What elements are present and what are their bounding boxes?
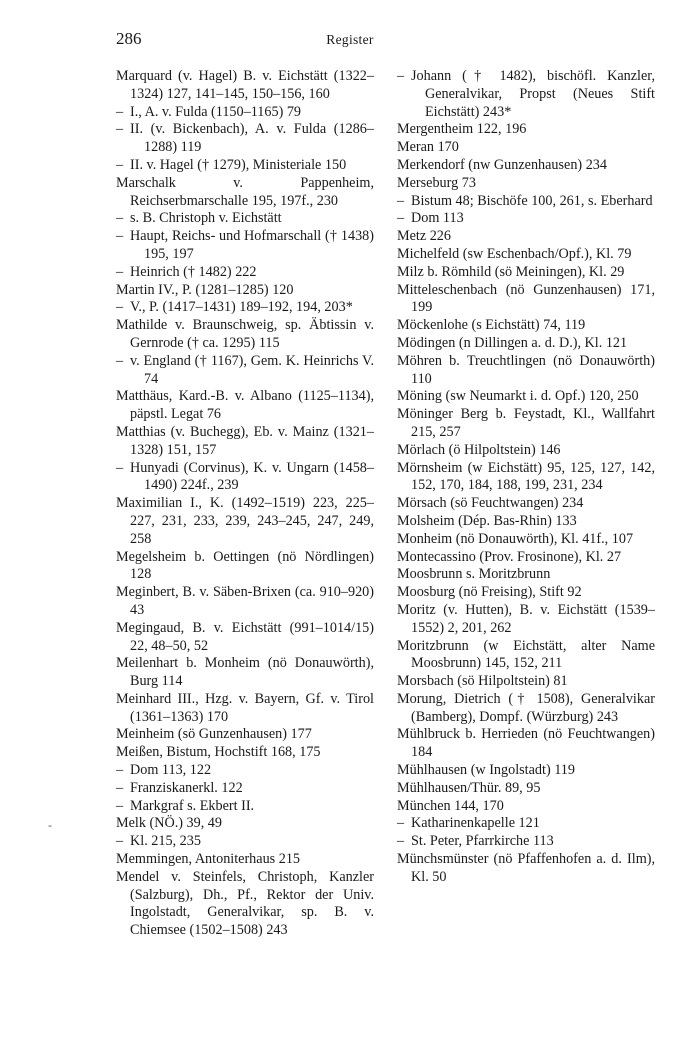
index-entry: Monheim (nö Donauwörth), Kl. 41f., 107 [397, 530, 634, 547]
index-entry: Marquard (v. Hagel) B. v. Eichstätt (1322–1324) 127, 141–145, 150–156, 160 [116, 68, 374, 102]
index-entry: Metz 226 [397, 228, 451, 245]
subentry-text: Markgraf s. Ekbert II. [130, 797, 255, 814]
index-entry: Megelsheim b. Oettingen (nö Nördlingen) 128 [116, 548, 374, 583]
subentry-dash: – [397, 68, 405, 84]
subentry-text: II. v. Hagel († 1279), Ministeriale 150 [130, 156, 347, 173]
index-entry: Möhren b. Treuchtlingen (nö Donauwörth) 110 [397, 352, 655, 387]
index-entry: Meinhard III., Hzg. v. Bayern, Gf. v. Tirol (1361–1363) 170 [116, 690, 374, 725]
index-entry: Mühlhausen (w Ingolstadt) 119 [397, 762, 575, 779]
index-subentry [116, 157, 374, 175]
subentry-text: I., A. v. Fulda (1150–1165) 79 [130, 103, 302, 120]
index-subentry [397, 833, 655, 851]
index-subentry [116, 121, 374, 157]
subentry-dash: – [116, 797, 124, 814]
subentry-dash: – [116, 121, 124, 138]
index-entry: Montecassino (Prov. Frosinone), Kl. 27 [397, 548, 622, 565]
subentry-dash: – [116, 210, 124, 227]
index-entry: Mörsach (sö Feuchtwangen) 234 [397, 495, 584, 512]
subentry-text: Haupt, Reichs- und Hofmarschall († 1438) 195, 197 [130, 228, 374, 262]
index-subentry [116, 833, 374, 851]
subentry-text: Heinrich († 1482) 222 [130, 263, 257, 280]
index-entry: Morung, Dietrich († 1508), Generalvikar (Bamberg), Dompf. (Würzburg) 243 [397, 690, 655, 725]
index-entry: Mühlbruck b. Herrieden (nö Feuchtwangen) 184 [397, 726, 655, 761]
index-entry: Melk (NÖ.) 39, 49 [116, 815, 222, 832]
index-entry: Mergentheim 122, 196 [397, 121, 527, 138]
page-number: 286 [116, 29, 142, 48]
subentry-dash: – [397, 192, 405, 209]
index-subentry [116, 460, 374, 496]
index-subentry [397, 193, 655, 211]
index-subentry [116, 762, 374, 780]
subentry-dash: – [116, 762, 124, 779]
index-entry: Meran 170 [397, 139, 459, 156]
index-entry: Michelfeld (sw Eschenbach/Opf.), Kl. 79 [397, 245, 632, 262]
index-entry: Megingaud, B. v. Eichstätt (991–1014/15) 22, 48–50, 52 [116, 619, 374, 654]
index-subentry [116, 353, 374, 389]
subentry-text: Bistum 48; Bischöfe 100, 261, s. Eberhard [411, 192, 653, 209]
subentry-dash: – [116, 299, 124, 316]
subentry-text: II. (v. Bickenbach), A. v. Fulda (1286–1288) 119 [130, 121, 374, 156]
index-subentry [397, 68, 655, 121]
subentry-dash: – [116, 459, 124, 476]
subentry-dash: – [116, 103, 124, 120]
index-entry: Mörnsheim (w Eichstätt) 95, 125, 127, 142, 152, 170, 184, 188, 199, 231, 234 [397, 459, 655, 494]
subentry-text: Franziskanerkl. 122 [130, 779, 243, 796]
subentry-text: Dom 113, 122 [130, 762, 212, 779]
subentry-text: Hunyadi (Corvinus), K. v. Ungarn (1458–1490) 224f., 239 [130, 459, 374, 494]
index-subentry [116, 780, 374, 798]
subentry-dash: – [116, 352, 124, 369]
subentry-text: Kl. 215, 235 [130, 833, 201, 850]
running-head: Register [326, 32, 374, 47]
subentry-dash: – [397, 815, 405, 832]
index-entry: Mendel v. Steinfels, Christoph, Kanzler (Salzburg), Dh., Pf., Rektor der Univ. Ingolstadt, Generalvikar, sp. B. v. Chiemsee (1502–1508) 243 [116, 868, 374, 939]
index-entry: Matthias (v. Buchegg), Eb. v. Mainz (1321–1328) 151, 157 [116, 423, 374, 458]
subentry-dash: – [116, 779, 124, 796]
index-entry: Meißen, Bistum, Hochstift 168, 175 [116, 744, 321, 761]
index-entry: Münchsmünster (nö Pfaffenhofen a. d. Ilm), Kl. 50 [397, 851, 655, 885]
index-entry: Memmingen, Antoniterhaus 215 [116, 851, 301, 868]
index-entry: Matthäus, Kard.-B. v. Albano (1125–1134), päpstl. Legat 76 [116, 388, 374, 423]
index-entry: Moosbrunn s. Moritzbrunn [397, 566, 551, 583]
index-subentry [116, 210, 374, 228]
subentry-text: v. England († 1167), Gem. K. Heinrichs V. 74 [130, 352, 374, 387]
subentry-dash: – [116, 833, 124, 850]
index-subentry [397, 210, 655, 228]
index-entry: Mühlhausen/Thür. 89, 95 [397, 779, 541, 796]
subentry-text: Katharinenkapelle 121 [411, 815, 540, 832]
subentry-text: s. B. Christoph v. Eichstätt [130, 210, 282, 227]
index-entry: Möninger Berg b. Feystadt, Kl., Wallfahrt 215, 257 [397, 406, 655, 440]
index-entry: Möning (sw Neumarkt i. d. Opf.) 120, 250 [397, 388, 639, 405]
subentry-text: Dom 113 [411, 210, 464, 227]
index-subentry [116, 798, 374, 816]
subentry-dash: – [116, 156, 124, 173]
index-entry: Mathilde v. Braunschweig, sp. Äbtissin v. Gernrode († ca. 1295) 115 [116, 317, 374, 351]
subentry-text: Johann († 1482), bischöfl. Kanzler, Generalvikar, Propst (Neues Stift Eichstätt) 243* [411, 68, 655, 120]
subentry-text: St. Peter, Pfarrkirche 113 [411, 833, 554, 850]
index-subentry [116, 104, 374, 122]
index-entry: Molsheim (Dép. Bas-Rhin) 133 [397, 512, 577, 529]
index-entry: Marschalk v. Pappenheim, Reichserbmarschalle 195, 197f., 230 [116, 174, 374, 209]
index-entry: Meilenhart b. Monheim (nö Donauwörth), Burg 114 [116, 655, 374, 690]
index-entry: Moritz (v. Hutten), B. v. Eichstätt (1539–1552) 2, 201, 262 [397, 601, 655, 636]
index-subentry [116, 264, 374, 282]
index-entry: Mödingen (n Dillingen a. d. D.), Kl. 121 [397, 334, 628, 351]
subentry-dash: – [116, 228, 124, 245]
margin-mark: - [48, 818, 52, 832]
index-entry: Meinheim (sö Gunzenhausen) 177 [116, 726, 312, 743]
subentry-dash: – [116, 263, 124, 280]
index-subentry [116, 299, 374, 317]
index-entry: Morsbach (sö Hilpoltstein) 81 [397, 673, 568, 690]
index-entry: Mörlach (ö Hilpoltstein) 146 [397, 441, 561, 458]
index-column-right [397, 68, 655, 887]
subentry-text: V., P. (1417–1431) 189–192, 194, 203* [130, 299, 353, 316]
index-entry: München 144, 170 [397, 797, 504, 814]
index-entry: Milz b. Römhild (sö Meiningen), Kl. 29 [397, 263, 625, 280]
subentry-dash: – [397, 210, 405, 227]
index-entry: Moritzbrunn (w Eichstätt, alter Name Moosbrunn) 145, 152, 211 [397, 637, 655, 672]
index-entry: Merseburg 73 [397, 174, 476, 191]
index-column-left [116, 68, 374, 940]
index-entry: Möckenlohe (s Eichstätt) 74, 119 [397, 317, 586, 334]
index-entry: Meginbert, B. v. Säben-Brixen (ca. 910–920) 43 [116, 584, 374, 618]
index-entry: Maximilian I., K. (1492–1519) 223, 225–227, 231, 233, 239, 243–245, 247, 249, 258 [116, 495, 374, 547]
index-subentry [116, 228, 374, 264]
subentry-dash: – [397, 833, 405, 850]
index-entry: Martin IV., P. (1281–1285) 120 [116, 281, 294, 298]
index-entry: Moosburg (nö Freising), Stift 92 [397, 584, 582, 601]
index-subentry [397, 815, 655, 833]
index-entry: Merkendorf (nw Gunzenhausen) 234 [397, 156, 607, 173]
index-entry: Mitteleschenbach (nö Gunzenhausen) 171, 199 [397, 281, 655, 316]
